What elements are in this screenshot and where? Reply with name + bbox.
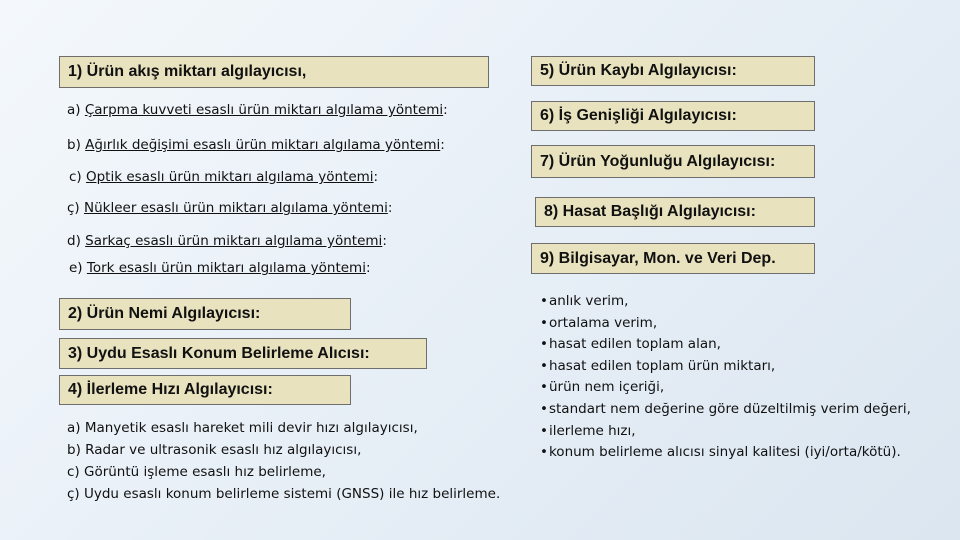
speed-method-c-cedilla: ç) Uydu esaslı konum belirleme sistemi (GNSS) ile hız belirleme.	[67, 486, 501, 502]
box-moisture-sensor: 2) Ürün Nemi Algılayıcısı:	[59, 298, 351, 330]
flow-method-c-cedilla: ç) Nükleer esaslı ürün miktarı algılama yöntemi:	[67, 200, 393, 216]
box-gnss-receiver: 3) Uydu Esaslı Konum Belirleme Alıcısı:	[59, 338, 427, 369]
flow-method-a: a) Çarpma kuvveti esaslı ürün miktarı algılama yöntemi:	[67, 102, 448, 118]
list-item: • ürün nem içeriği,	[540, 377, 911, 399]
speed-method-a: a) Manyetik esaslı hareket mili devir hızı algılayıcısı,	[67, 420, 418, 436]
list-item: • ortalama verim,	[540, 313, 911, 335]
box-work-width-sensor: 6) İş Genişliği Algılayıcısı:	[531, 101, 815, 131]
speed-method-b: b) Radar ve ultrasonik esaslı hız algılayıcısı,	[67, 442, 362, 458]
box-computer-monitor: 9) Bilgisayar, Mon. ve Veri Dep.	[531, 243, 815, 274]
flow-method-d: d) Sarkaç esaslı ürün miktarı algılama yöntemi:	[67, 233, 387, 249]
list-item: • standart nem değerine göre düzeltilmiş verim değeri,	[540, 399, 911, 421]
list-item: • ilerleme hızı,	[540, 421, 911, 443]
box-header-sensor: 8) Hasat Başlığı Algılayıcısı:	[535, 197, 815, 227]
flow-method-c: c) Optik esaslı ürün miktarı algılama yöntemi:	[69, 169, 379, 185]
speed-method-c: c) Görüntü işleme esaslı hız belirleme,	[67, 464, 326, 480]
output-list	[540, 291, 911, 464]
list-item: • anlık verim,	[540, 291, 911, 313]
list-item: • konum belirleme alıcısı sinyal kalitesi (iyi/orta/kötü).	[540, 442, 911, 464]
list-item: • hasat edilen toplam ürün miktarı,	[540, 356, 911, 378]
list-item: • hasat edilen toplam alan,	[540, 334, 911, 356]
box-density-sensor: 7) Ürün Yoğunluğu Algılayıcısı:	[531, 145, 815, 178]
box-loss-sensor: 5) Ürün Kaybı Algılayıcısı:	[531, 56, 815, 86]
flow-method-e: e) Tork esaslı ürün miktarı algılama yöntemi:	[69, 260, 371, 276]
box-speed-sensor: 4) İlerleme Hızı Algılayıcısı:	[59, 375, 351, 405]
box-product-flow-sensor: 1) Ürün akış miktarı algılayıcısı,	[59, 56, 489, 88]
flow-method-b: b) Ağırlık değişimi esaslı ürün miktarı algılama yöntemi:	[67, 137, 445, 153]
